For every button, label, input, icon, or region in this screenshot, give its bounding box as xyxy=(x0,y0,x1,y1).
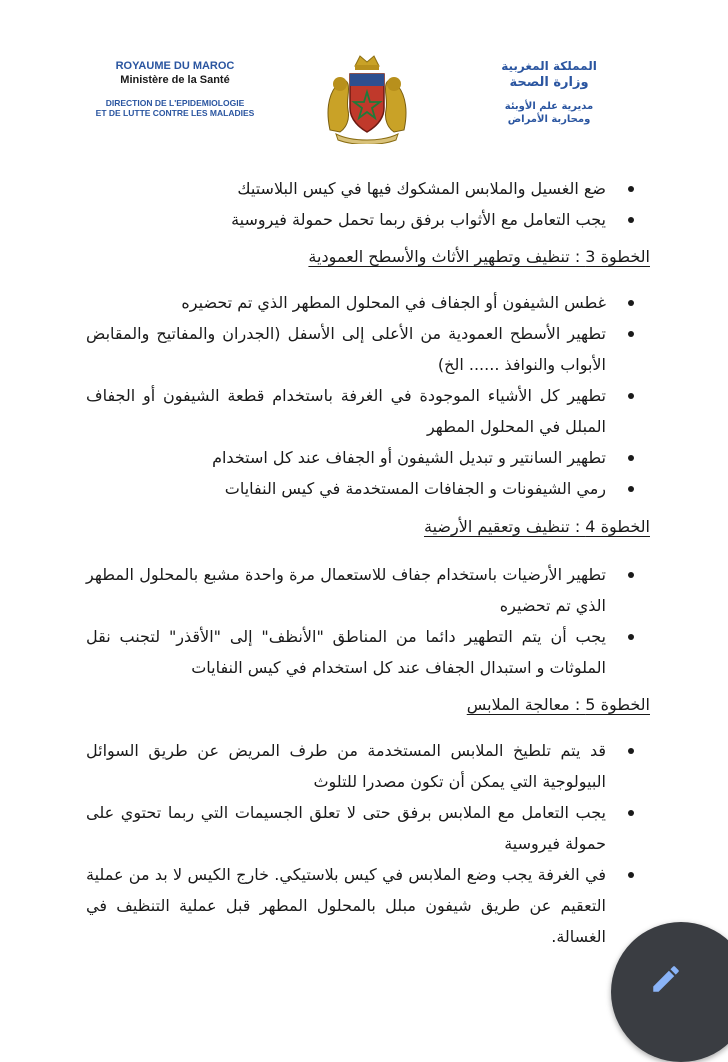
step3-list xyxy=(86,287,606,504)
list-item-text: قد يتم تلطيخ الملابس المستخدمة من طرف المريض عن طريق السوائل البيولوجية التي يمكن أن تكون مصدرا للتلوث xyxy=(86,741,606,791)
list-item xyxy=(86,173,606,204)
fr-ministry: Ministère de la Santé xyxy=(120,73,230,86)
fr-direction: DIRECTION DE L'EPIDEMIOLOGIE xyxy=(105,97,245,108)
bullet-icon xyxy=(628,186,634,192)
list-item-text: تطهير السانتير و تبديل الشيفون أو الجفاف عند كل استخدام xyxy=(212,448,606,467)
fr-kingdom: ROYAUME DU MAROC xyxy=(115,60,235,72)
bullet-icon xyxy=(628,810,634,816)
bullet-icon xyxy=(628,872,634,878)
list-item-text: يجب أن يتم التطهير دائما من المناطق "الأنظف" إلى "الأقذر" لتجنب نقل الملوثات و استبدال الجفاف عند كل استخدام في كيس النفايات xyxy=(86,627,606,677)
intro-list-block xyxy=(86,173,606,235)
ar-ministry: وزارة الصحة xyxy=(509,75,589,91)
list-item xyxy=(86,559,606,621)
list-item-text: ضع الغسيل والملابس المشكوك فيها في كيس البلاستيك xyxy=(237,179,606,198)
bullet-icon xyxy=(628,393,634,399)
bullet-icon xyxy=(628,455,634,461)
edit-fab-button[interactable] xyxy=(611,922,728,1062)
list-item xyxy=(86,735,606,797)
list-item xyxy=(86,473,606,504)
list-item-text: في الغرفة يجب وضع الملابس في كيس بلاستيكي. خارج الكيس لا بد من عملية التعقيم عن طريق شيفون مبلل بالمحلول المطهر قبل عملية التنظيف في الغسالة. xyxy=(86,865,606,946)
list-item-text: يجب التعامل مع الأثواب برفق ربما تحمل حمولة فيروسية xyxy=(231,210,606,229)
step5-list-block xyxy=(86,735,606,952)
step3-heading: الخطوة 3 : تنظيف وتطهير الأثاث والأسطح العمودية xyxy=(308,247,650,266)
step5-heading: الخطوة 5 : معالجة الملابس xyxy=(466,695,650,714)
list-item xyxy=(86,621,606,683)
bullet-icon xyxy=(628,572,634,578)
bullet-icon xyxy=(628,217,634,223)
step4-heading: الخطوة 4 : تنظيف وتعقيم الأرضية xyxy=(424,517,650,536)
list-item-text: رمي الشيفونات و الجفافات المستخدمة في كيس النفايات xyxy=(224,479,606,498)
bullet-icon xyxy=(628,634,634,640)
step3-list-block xyxy=(86,287,606,504)
fr-direction-2: ET DE LUTTE CONTRE LES MALADIES xyxy=(95,108,255,119)
french-letterhead xyxy=(86,60,264,119)
list-item xyxy=(86,859,606,952)
ar-kingdom: المملكة المغربية xyxy=(501,59,597,73)
list-item xyxy=(86,380,606,442)
bullet-icon xyxy=(628,486,634,492)
step4-list xyxy=(86,559,606,683)
step4-list-block xyxy=(86,559,606,683)
list-item-text: تطهير كل الأشياء الموجودة في الغرفة باستخدام قطعة الشيفون أو الجفاف المبلل في المحلول المطهر xyxy=(86,386,606,436)
intro-list xyxy=(86,173,606,235)
ar-direction-2: ومحاربة الأمراض xyxy=(507,114,591,126)
list-item xyxy=(86,442,606,473)
bullet-icon xyxy=(628,300,634,306)
list-item xyxy=(86,797,606,859)
list-item xyxy=(86,287,606,318)
list-item-text: تطهير الأسطح العمودية من الأعلى إلى الأسفل (الجدران والمفاتيح والمقابض الأبواب والنوافذ ...... الخ) xyxy=(86,324,606,374)
list-item xyxy=(86,318,606,380)
bullet-icon xyxy=(628,748,634,754)
pencil-icon xyxy=(649,962,683,996)
list-item-text: يجب التعامل مع الملابس برفق حتى لا تعلق الجسيمات التي ربما تحتوي على حمولة فيروسية xyxy=(86,803,606,853)
coat-of-arms-icon xyxy=(322,52,412,144)
list-item-text: تطهير الأرضيات باستخدام جفاف للاستعمال مرة واحدة مشبع بالمحلول المطهر الذي تم تحضيره xyxy=(86,565,606,615)
list-item-text: غطس الشيفون أو الجفاف في المحلول المطهر الذي تم تحضيره xyxy=(181,293,606,312)
document-header xyxy=(0,0,728,150)
list-item xyxy=(86,204,606,235)
step5-list xyxy=(86,735,606,952)
ar-direction: مديرية علم الأوبئة xyxy=(504,100,594,112)
arabic-letterhead xyxy=(474,58,624,127)
bullet-icon xyxy=(628,331,634,337)
